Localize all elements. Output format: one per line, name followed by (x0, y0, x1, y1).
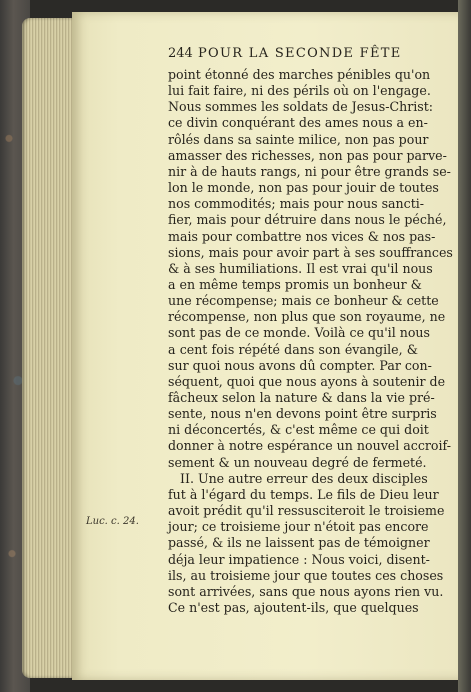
text-line: récompense, non plus que son royaume, ne (168, 309, 446, 325)
text-line: nir à de hauts rangs, ni pour être grands se- (168, 163, 451, 179)
text-line: sur quoi nous avons dû compter. Par con- (168, 357, 432, 373)
text-line: fâcheux selon la nature & dans la vie pré- (168, 390, 435, 405)
running-header (168, 46, 418, 64)
text-line: Nous sommes les soldats de Jesus-Christ: (168, 99, 434, 115)
running-title: POUR LA SECONDE FÊTE (198, 46, 402, 61)
text-line: sente, nous n'en devons point être surpris (168, 406, 437, 422)
text-line: amasser des richesses, non pas pour parve- (168, 147, 447, 163)
text-line: nos commodités; mais pour nous sancti- (168, 196, 425, 212)
text-line: rôlés dans sa sainte milice, non pas pour (168, 131, 429, 147)
text-line: lui fait faire, ni des périls où on l'engage. (168, 83, 431, 99)
text-line: passé, & ils ne laissent pas de témoigner (168, 535, 430, 551)
text-line: ni déconcertés, & c'est même ce qui doit (168, 422, 429, 438)
text-line: donner à notre espérance un nouvel accroif- (168, 438, 452, 454)
text-line: fier, mais pour détruire dans nous le péché, (168, 212, 447, 228)
text-line: & à ses humiliations. Il est vrai qu'il nous (168, 260, 433, 276)
text-line: Ce n'est pas, ajoutent-ils, que quelques (168, 599, 419, 615)
text-line: déja leur impatience : Nous voici, disent- (168, 551, 430, 567)
text-line: sont arrivées, sans que nous ayons rien vu. (168, 583, 444, 599)
text-line: ce divin conquérant des ames nous a en- (168, 115, 428, 131)
text-line: mais pour combattre nos vices & nos pas- (168, 228, 436, 244)
text-line: a cent fois répété dans son évangile, & (168, 341, 418, 357)
text-line: sement & un nouveau degré de fermeté. (168, 454, 427, 470)
margin-note: Luc. c. 24. (86, 516, 139, 527)
facing-edge (458, 0, 471, 692)
text-line: a en même temps promis un bonheur & (168, 276, 422, 292)
text-line: sions, mais pour avoir part à ses souffrances (168, 244, 453, 260)
text-line: sont pas de ce monde. Voilà ce qu'il nous (168, 325, 430, 341)
text-line: II. Une autre erreur des deux disciples (180, 470, 428, 486)
text-line: fut à l'égard du temps. Le fils de Dieu leur (168, 486, 439, 502)
page-number: 244 (168, 46, 193, 61)
text-line: jour; ce troisieme jour n'étoit pas encore (168, 519, 429, 535)
text-line: avoit prédit qu'il ressusciteroit le troisieme (168, 503, 445, 519)
text-line: une récompense; mais ce bonheur & cette (168, 293, 439, 309)
text-line: lon le monde, non pas pour jouir de toutes (168, 180, 439, 196)
text-line: ils, au troisieme jour que toutes ces choses (168, 567, 444, 583)
text-line: point étonné des marches pénibles qu'on (168, 67, 431, 82)
text-line: séquent, quoi que nous ayons à soutenir de (168, 373, 446, 389)
